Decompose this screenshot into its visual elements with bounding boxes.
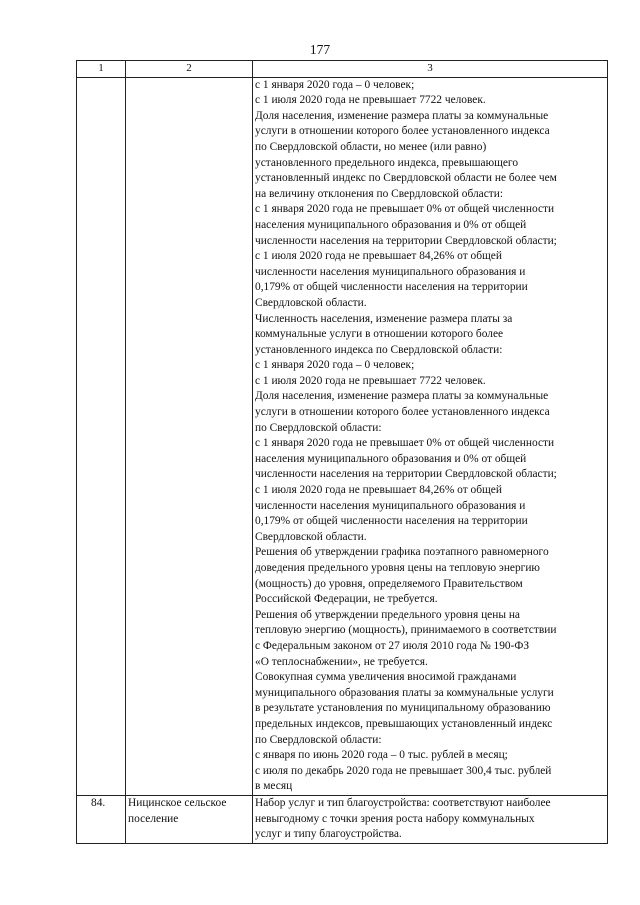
text-line: в результате установления по муниципальному образованию	[255, 702, 551, 715]
text-line: с 1 июля 2020 года не превышает 84,26% от общей	[255, 250, 502, 263]
text-line: численности населения муниципального образования и	[255, 499, 526, 512]
table-row-84	[77, 795, 608, 843]
text-line: с 1 января 2020 года не превышает 0% от общей численности	[255, 437, 555, 450]
text-line: Доля населения, изменение размера платы за коммунальные	[255, 390, 549, 403]
table-header-row	[77, 61, 608, 78]
text-line: численности населения муниципального образования и	[255, 265, 526, 278]
text-line: Свердловской области.	[255, 530, 367, 543]
text-line: установленного индекса по Свердловской области:	[255, 343, 503, 356]
municipality-name-line: поселение	[128, 812, 179, 825]
row-number-cell: 84.	[77, 795, 126, 843]
page-number: 177	[309, 42, 331, 57]
text-line: Решения об утверждении предельного уровня цены на	[255, 608, 520, 621]
text-line: Численность населения, изменение размера платы за	[255, 312, 513, 325]
text-line: с 1 января 2020 года не превышает 0% от общей численности	[255, 203, 555, 216]
text-line: муниципального образования платы за коммунальные услуги	[255, 686, 554, 699]
text-line: на величину отклонения по Свердловской области:	[255, 187, 504, 200]
table-row-continued	[77, 77, 608, 795]
text-line: «О теплоснабжении», не требуется.	[255, 655, 428, 668]
text-line: 0,179% от общей численности населения на территории	[255, 515, 528, 528]
text-line: предельных индексов, превышающих установленный индекс	[255, 717, 553, 730]
text-line: Набор услуг и тип благоустройства: соответствуют наиболее	[255, 796, 551, 809]
text-line: численности населения на территории Свердловской области;	[255, 468, 557, 481]
text-line: Свердловской области.	[255, 296, 367, 309]
text-line: установленный индекс по Свердловской области не более чем	[255, 172, 557, 185]
description-text	[255, 78, 605, 795]
text-line: с июля по декабрь 2020 года не превышает 300,4 тыс. рублей	[255, 764, 552, 777]
municipality-cell	[126, 795, 253, 843]
description-cell	[253, 795, 608, 843]
column-header-1: 1	[77, 61, 126, 78]
description-text	[255, 796, 605, 843]
municipality-name-line: Ницинское сельское	[128, 796, 227, 809]
text-line: услуги в отношении которого более установленного индекса	[255, 125, 550, 138]
text-line: услуг и типу благоустройства.	[255, 828, 402, 841]
text-line: с 1 июля 2020 года не превышает 7722 человек.	[255, 94, 486, 107]
text-line: по Свердловской области:	[255, 733, 382, 746]
text-line: с 1 июля 2020 года не превышает 84,26% от общей	[255, 484, 502, 497]
description-cell	[253, 77, 608, 795]
text-line: Решения об утверждении графика поэтапного равномерного	[255, 546, 549, 559]
municipality-cell-empty	[126, 77, 253, 795]
text-line: доведения предельного уровня цены на тепловую энергию	[255, 562, 540, 574]
text-line: Российской Федерации, не требуется.	[255, 593, 438, 606]
text-line: (мощность) до уровня, определяемого Правительством	[255, 577, 523, 590]
row-number-cell-empty	[77, 77, 126, 795]
text-line: 0,179% от общей численности населения на территории	[255, 281, 528, 294]
text-line: с Федеральным законом от 27 июля 2010 года № 190-ФЗ	[255, 639, 530, 652]
text-line: по Свердловской области:	[255, 421, 382, 434]
column-header-2: 2	[126, 61, 253, 78]
text-line: в месяц	[255, 780, 293, 793]
text-line: тепловую энергию (мощность), принимаемого в соответствии	[255, 624, 557, 637]
text-line: коммунальные услуги в отношении которого более	[255, 328, 504, 341]
text-line: Совокупная сумма увеличения вносимой гражданами	[255, 671, 517, 684]
column-header-3: 3	[253, 61, 608, 78]
text-line: установленного предельного индекса, превышающего	[255, 156, 519, 169]
text-line: услуги в отношении которого более установленного индекса	[255, 406, 550, 419]
text-line: с 1 января 2020 года – 0 человек;	[255, 78, 415, 91]
data-table	[76, 60, 608, 844]
text-line: Доля населения, изменение размера платы за коммунальные	[255, 109, 549, 122]
text-line: с 1 января 2020 года – 0 человек;	[255, 359, 415, 372]
text-line: населения муниципального образования и 0% от общей	[255, 452, 527, 465]
text-line: численности населения на территории Свердловской области;	[255, 234, 557, 247]
text-line: с 1 июля 2020 года не превышает 7722 человек.	[255, 374, 486, 387]
text-line: с января по июнь 2020 года – 0 тыс. рублей в месяц;	[255, 749, 508, 762]
text-line: населения муниципального образования и 0% от общей	[255, 218, 527, 231]
text-line: по Свердловской области, но менее (или равно)	[255, 140, 487, 153]
text-line: невыгодному с точки зрения роста набору коммунальных	[255, 812, 535, 825]
